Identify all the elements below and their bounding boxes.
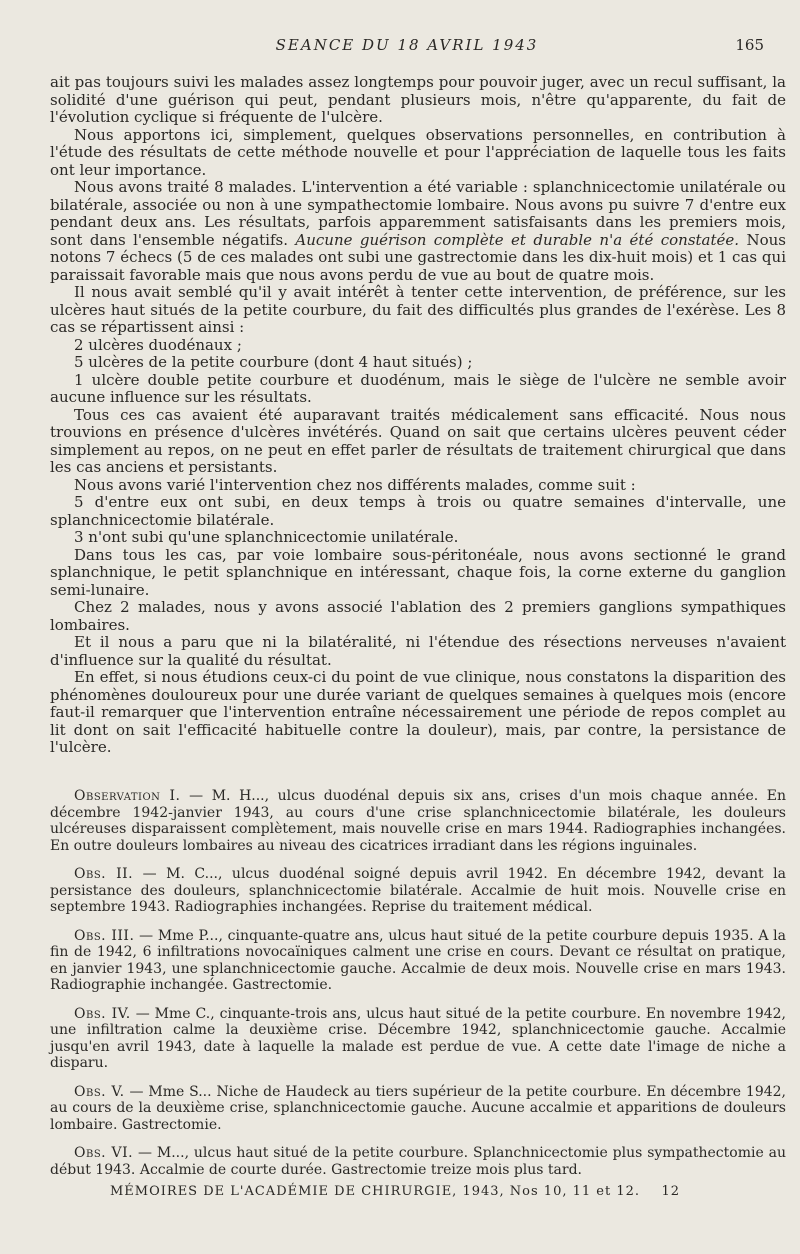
- paragraph: Tous ces cas avaient été auparavant traités médicalement sans efficacité. Nous nous trouvions en présence d'ulcères invétérés. Quand on sait que certains ulcères peuvent céder simplement au repos, on ne peut en effet parler de résultats de traitement chirurgical que dans les cas anciens et persistants.: [50, 405, 786, 476]
- list-item: 5 d'entre eux ont subi, en deux temps à trois ou quatre semaines d'intervalle, une splanchnicectomie bilatérale.: [50, 493, 786, 529]
- journal-citation: MÉMOIRES DE L'ACADÉMIE DE CHIRURGIE, 1943, Nos 10, 11 et 12.: [110, 1184, 641, 1199]
- observations: [50, 788, 786, 1190]
- paragraph-text: Nous avons traité 8 malades. L'intervention a été variable : splanchnicectomie unilatérale ou bilatérale, associée ou non à une sympathectomie lombaire. Nous avons pu suivre 7 d'entre eux pendant deux ans. Les résultats, parfois apparemment satisfaisants dans les premiers mois, sont dans l'ensemble négatifs.: [50, 178, 786, 249]
- list-item: 1 ulcère double petite courbure et duodénum, mais le siège de l'ulcère ne semble avoir aucune influence sur les résultats.: [50, 370, 786, 406]
- sheet-number: 12: [661, 1184, 680, 1199]
- observation-text: — M..., ulcus haut situé de la petite courbure. Splanchnicectomie plus sympathectomie au début 1943. Accalmie de courte durée. Gastrectomie treize mois plus tard.: [50, 1145, 786, 1178]
- observation-label: Obs. VI.: [74, 1145, 134, 1161]
- list-item: 3 n'ont subi qu'une splanchnicectomie unilatérale.: [74, 528, 459, 546]
- observation-label: Obs. IV.: [74, 1005, 131, 1022]
- page-footer: [50, 1184, 680, 1204]
- paragraph: En effet, si nous étudions ceux-ci du point de vue clinique, nous constatons la disparition des phénomènes douloureux pour une durée variant de quelques semaines à quelques mois (encore faut-il remarquer que l'intervention entraîne nécessairement une période de repos complet au lit dont on sait l'efficacité habituelle contre la douleur), mais, par contre, la persistance de l'ulcère.: [50, 668, 786, 756]
- running-head: [50, 36, 764, 60]
- observation-text: — M. C..., ulcus duodénal soigné depuis avril 1942. En décembre 1942, devant la persistance des douleurs, splanchnicectomie bilatérale. Accalmie de huit mois. Nouvelle crise en septembre 1943. Radiographies inchangées. Reprise du traitement médical.: [50, 866, 787, 915]
- observation: [50, 1084, 786, 1134]
- observation: [50, 1006, 786, 1072]
- paragraph: Nous avons varié l'intervention chez nos différents malades, comme suit :: [74, 475, 636, 494]
- observation-label: Obs. V.: [74, 1083, 125, 1100]
- paragraph: ait pas toujours suivi les malades assez longtemps pour pouvoir juger, avec un recul suffisant, la solidité d'une guérison qui peut, pendant plusieurs mois, n'être qu'apparente, du fait de l'évolution cyclique si fréquente de l'ulcère.: [50, 73, 786, 126]
- observation: [50, 866, 786, 916]
- observation-label: Obs. II.: [74, 866, 134, 882]
- paragraph-text: Nous notons 7 échecs (5 de ces malades ont subi une gastrectomie dans les dix-huit mois) et 1 cas qui paraissait favorable mais que nous avons perdu de vue au bout de quatre mois.: [50, 230, 786, 284]
- observation: [50, 1145, 786, 1178]
- observation-text: — Mme P..., cinquante-quatre ans, ulcus haut situé de la petite courbure depuis 1935. A la fin de 1942, 6 infiltrations novocaïniques calment une crise en cours. Devant ce résultat on pratique, en janvier 1943, une splanchnicectomie gauche. Accalmie de deux mois. Nouvelle crise en mars 1943. Radiographie inchangée. Gastrectomie.: [50, 927, 787, 993]
- paragraph: Dans tous les cas, par voie lombaire sous-péritonéale, nous avons sectionné le grand splanchnique, le petit splanchnique en intéressant, chaque fois, la corne externe du ganglion semi-lunaire.: [50, 545, 786, 599]
- list-item: 5 ulcères de la petite courbure (dont 4 haut situés) ;: [74, 353, 473, 371]
- paragraph: Nous apportons ici, simplement, quelques observations personnelles, en contribution à l'étude des résultats de cette méthode nouvelle et pour l'appréciation de laquelle tous les faits ont leur importance.: [50, 125, 786, 179]
- observation: [50, 928, 786, 994]
- observation-text: — M. H..., ulcus duodénal depuis six ans, crises d'un mois chaque année. En décembre 1942-janvier 1943, au cours d'une crise splanchnicectomie bilatérale, les douleurs ulcéreuses disparaissent complètement, mais nouvelle crise en mars 1944. Radiographies inchangées. En outre douleurs lombaires au niveau des cicatrices irradiant dans les régions inguinales.: [50, 788, 786, 854]
- paragraph: Et il nous a paru que ni la bilatéralité, ni l'étendue des résections nerveuses n'avaient d'influence sur la qualité du résultat.: [50, 633, 786, 669]
- paragraph: [50, 179, 786, 284]
- list-item: 2 ulcères duodénaux ;: [74, 335, 242, 354]
- observation-label: Obs. III.: [74, 927, 135, 944]
- running-head-title: SEANCE DU 18 AVRIL 1943: [275, 36, 539, 54]
- observation-text: — Mme C., cinquante-trois ans, ulcus haut situé de la petite courbure. En novembre 1942, une infiltration calme la deuxième crise. Décembre 1942, splanchnicectomie gauche. Accalmie jusqu'en avril 1943, date à laquelle la malade est perdue de vue. A cette date l'image de niche a disparu.: [50, 1005, 786, 1071]
- body-text: [50, 74, 786, 757]
- paragraph: Chez 2 malades, nous y avons associé l'ablation des 2 premiers ganglions sympathiques lombaires.: [50, 598, 786, 634]
- emphasis-text: Aucune guérison complète et durable n'a été constatée.: [295, 230, 740, 249]
- observation: [50, 788, 786, 854]
- observation-text: — Mme S... Niche de Haudeck au tiers supérieur de la petite courbure. En décembre 1942, au cours de la deuxième crise, splanchnicectomie gauche. Aucune accalmie et apparitions de douleurs lombaire. Gastrectomie.: [50, 1083, 787, 1133]
- observation-label: Observation I.: [74, 788, 181, 804]
- paragraph: Il nous avait semblé qu'il y avait intérêt à tenter cette intervention, de préférence, sur les ulcères haut situés de la petite courbure, du fait des difficultés plus grandes de l'exérèse. Les 8 cas se répartissent ainsi :: [50, 283, 786, 336]
- page-number: 165: [735, 36, 764, 54]
